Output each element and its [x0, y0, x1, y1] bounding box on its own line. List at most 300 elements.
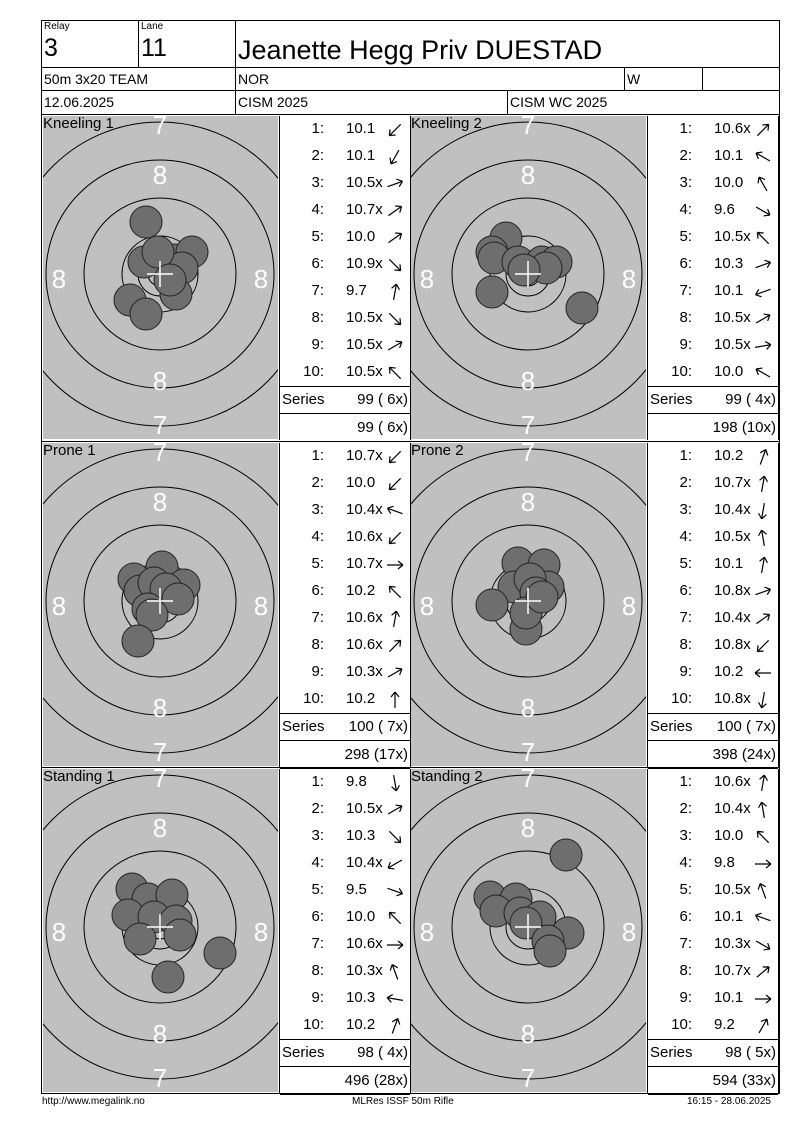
- ring-number: 8: [152, 693, 168, 723]
- shot-hole: [476, 589, 508, 621]
- shot-number: 4:: [311, 854, 324, 871]
- direction-arrow-icon: [754, 855, 772, 873]
- shot-score: 10.7x: [346, 447, 383, 464]
- shot-list: [279, 769, 411, 1093]
- shot-score: 10.5x: [346, 174, 383, 191]
- direction-arrow-icon: [754, 364, 772, 382]
- shot-score: 10.2: [714, 447, 744, 464]
- shot-score: 10.3x: [346, 962, 383, 979]
- running-total: 198 (10x): [712, 419, 776, 436]
- shot-score: 10.8x: [714, 582, 751, 599]
- shot-row: [280, 877, 410, 904]
- shot-score: 10.4x: [346, 501, 383, 518]
- shot-number: 6:: [311, 255, 324, 272]
- shot-number: 8:: [311, 636, 324, 653]
- shot-score: 10.7x: [346, 555, 383, 572]
- target-panel: [43, 443, 278, 766]
- shot-number: 6:: [311, 582, 324, 599]
- shot-score: 10.5x: [346, 309, 383, 326]
- direction-arrow-icon: [386, 664, 404, 682]
- series-score: 98 ( 4x): [357, 1044, 408, 1061]
- series-row: [648, 713, 778, 741]
- shot-score: 10.6x: [346, 636, 383, 653]
- shot-score: 10.4x: [714, 501, 751, 518]
- direction-arrow-icon: [754, 801, 772, 819]
- shot-score: 10.5x: [714, 228, 751, 245]
- target-panel: [43, 769, 278, 1092]
- relay-label: Relay: [44, 21, 70, 32]
- shot-row: [280, 359, 410, 386]
- blank-cell: [703, 68, 780, 91]
- direction-arrow-icon: [754, 583, 772, 601]
- gender: W: [627, 71, 641, 87]
- direction-arrow-icon: [386, 529, 404, 547]
- shot-score: 10.6x: [346, 528, 383, 545]
- target-panel: [411, 116, 646, 439]
- shot-row: [280, 224, 410, 251]
- footer-timestamp: 16:15 - 28.06.2025: [687, 1096, 771, 1107]
- target-face: [411, 116, 646, 439]
- running-total: 298 (17x): [344, 746, 408, 763]
- ring-number: 8: [152, 160, 168, 190]
- ring-number: 8: [51, 591, 67, 621]
- shot-score: 10.5x: [714, 336, 751, 353]
- shot-number: 10:: [671, 363, 692, 380]
- series-score: 98 ( 5x): [725, 1044, 776, 1061]
- direction-arrow-icon: [386, 963, 404, 981]
- ring-number: 8: [51, 264, 67, 294]
- shot-row: [648, 877, 778, 904]
- shot-number: 6:: [679, 255, 692, 272]
- shot-row: [280, 170, 410, 197]
- series-score: 99 ( 6x): [357, 391, 408, 408]
- shot-row: [280, 497, 410, 524]
- shot-number: 9:: [311, 336, 324, 353]
- shot-number: 7:: [679, 282, 692, 299]
- footer-url[interactable]: http://www.megalink.no: [42, 1096, 145, 1107]
- direction-arrow-icon: [754, 664, 772, 682]
- direction-arrow-icon: [754, 691, 772, 709]
- shot-score: 9.8: [346, 773, 367, 790]
- header: [41, 20, 780, 115]
- series-label: Series: [282, 718, 325, 735]
- match: CISM WC 2025: [510, 94, 608, 110]
- shot-score: 10.6x: [346, 609, 383, 626]
- ring-number: 8: [520, 693, 536, 723]
- direction-arrow-icon: [386, 337, 404, 355]
- target-face: [43, 443, 278, 766]
- direction-arrow-icon: [386, 990, 404, 1008]
- shot-row: [280, 524, 410, 551]
- direction-arrow-icon: [386, 774, 404, 792]
- shot-score: 10.1: [346, 147, 376, 164]
- ring-number: 8: [520, 1019, 536, 1049]
- shot-hole: [204, 937, 236, 969]
- shot-number: 10:: [671, 1016, 692, 1033]
- shot-row: [648, 359, 778, 386]
- shot-score: 10.6x: [346, 935, 383, 952]
- frame-right: [779, 115, 780, 1094]
- shot-number: 1:: [679, 120, 692, 137]
- running-total: 594 (33x): [712, 1072, 776, 1089]
- shot-hole: [154, 264, 186, 296]
- competition: CISM 2025: [238, 94, 309, 110]
- series-score: 100 ( 7x): [716, 718, 776, 735]
- shot-score: 10.3x: [346, 663, 383, 680]
- shot-row: [648, 224, 778, 251]
- shot-score: 10.2: [714, 663, 744, 680]
- target-face: [411, 769, 646, 1092]
- shot-score: 10.2: [346, 1016, 376, 1033]
- shot-row: [280, 1012, 410, 1039]
- series-label: Series: [282, 1044, 325, 1061]
- shot-number: 7:: [679, 935, 692, 952]
- shot-row: [280, 850, 410, 877]
- ring-number: 8: [152, 813, 168, 843]
- direction-arrow-icon: [754, 202, 772, 220]
- competition-cell: [236, 91, 508, 115]
- direction-arrow-icon: [754, 1017, 772, 1035]
- shot-hole: [566, 292, 598, 324]
- shot-number: 1:: [311, 773, 324, 790]
- shot-row: [648, 796, 778, 823]
- shot-row: [648, 116, 778, 143]
- shot-number: 3:: [679, 827, 692, 844]
- shot-row: [648, 958, 778, 985]
- shot-row: [280, 904, 410, 931]
- ring-number: 8: [419, 917, 435, 947]
- shot-row: [280, 305, 410, 332]
- direction-arrow-icon: [386, 909, 404, 927]
- shot-row: [280, 251, 410, 278]
- frame-bottom: [41, 1093, 780, 1094]
- total-row: [280, 740, 410, 769]
- shot-score: 9.5: [346, 881, 367, 898]
- shot-score: 10.8x: [714, 636, 751, 653]
- running-total: 398 (24x): [712, 746, 776, 763]
- shot-number: 2:: [679, 147, 692, 164]
- shot-row: [280, 686, 410, 713]
- direction-arrow-icon: [754, 502, 772, 520]
- nation-cell: [236, 68, 625, 91]
- shot-row: [280, 116, 410, 143]
- direction-arrow-icon: [754, 556, 772, 574]
- shot-number: 4:: [311, 201, 324, 218]
- ring-number: 7: [152, 410, 168, 439]
- series-label: Series: [282, 391, 325, 408]
- date-cell: [41, 91, 236, 115]
- shot-number: 1:: [311, 120, 324, 137]
- total-row: [648, 1066, 778, 1095]
- series-row: [280, 1039, 410, 1067]
- shot-number: 1:: [679, 773, 692, 790]
- direction-arrow-icon: [754, 256, 772, 274]
- shot-row: [280, 796, 410, 823]
- frame-left: [41, 115, 42, 1094]
- shot-row: [280, 578, 410, 605]
- ring-number: 8: [621, 917, 637, 947]
- lane-value: 11: [141, 34, 167, 62]
- shot-score: 10.6x: [714, 773, 751, 790]
- direction-arrow-icon: [754, 283, 772, 301]
- shot-number: 3:: [679, 501, 692, 518]
- series-label: Series: [650, 718, 693, 735]
- shot-score: 10.0: [714, 174, 744, 191]
- shot-number: 8:: [679, 636, 692, 653]
- ring-number: 8: [520, 813, 536, 843]
- shot-number: 2:: [311, 474, 324, 491]
- shot-number: 9:: [679, 989, 692, 1006]
- shot-number: 10:: [303, 690, 324, 707]
- shot-row: [280, 278, 410, 305]
- ring-number: 7: [520, 443, 536, 467]
- shot-list: [647, 116, 779, 440]
- direction-arrow-icon: [754, 774, 772, 792]
- shot-row: [648, 1012, 778, 1039]
- direction-arrow-icon: [386, 801, 404, 819]
- shot-number: 1:: [311, 447, 324, 464]
- ring-number: 7: [152, 737, 168, 766]
- direction-arrow-icon: [754, 121, 772, 139]
- shot-number: 2:: [311, 800, 324, 817]
- shot-row: [648, 769, 778, 796]
- shot-number: 2:: [311, 147, 324, 164]
- ring-number: 8: [621, 591, 637, 621]
- shot-number: 8:: [311, 309, 324, 326]
- direction-arrow-icon: [386, 148, 404, 166]
- target-label: Kneeling 1: [43, 116, 114, 132]
- shot-score: 10.7x: [714, 962, 751, 979]
- direction-arrow-icon: [386, 691, 404, 709]
- shot-score: 10.4x: [714, 609, 751, 626]
- total-row: [280, 1066, 410, 1095]
- nation: NOR: [238, 71, 270, 87]
- match-cell: [508, 91, 780, 115]
- shot-row: [648, 578, 778, 605]
- shot-hole: [152, 961, 184, 993]
- shot-score: 10.4x: [714, 800, 751, 817]
- shot-number: 3:: [679, 174, 692, 191]
- shot-number: 2:: [679, 800, 692, 817]
- shot-score: 9.8: [714, 854, 735, 871]
- shot-row: [648, 170, 778, 197]
- shot-number: 9:: [311, 989, 324, 1006]
- ring-number: 8: [621, 264, 637, 294]
- direction-arrow-icon: [386, 882, 404, 900]
- ring-number: 8: [419, 591, 435, 621]
- shot-row: [648, 143, 778, 170]
- shot-row: [648, 985, 778, 1012]
- total-row: [648, 740, 778, 769]
- shot-score: 10.6x: [714, 120, 751, 137]
- shot-number: 9:: [679, 336, 692, 353]
- ring-number: 7: [520, 737, 536, 766]
- direction-arrow-icon: [386, 610, 404, 628]
- shot-list: [647, 443, 779, 767]
- running-total: 496 (28x): [344, 1072, 408, 1089]
- shot-number: 5:: [679, 228, 692, 245]
- shot-hole: [550, 839, 582, 871]
- shot-row: [280, 659, 410, 686]
- shot-number: 3:: [311, 827, 324, 844]
- shot-row: [648, 305, 778, 332]
- shot-number: 2:: [679, 474, 692, 491]
- shot-score: 10.3x: [714, 935, 751, 952]
- shot-row: [280, 958, 410, 985]
- shot-row: [280, 632, 410, 659]
- shot-hole: [122, 625, 154, 657]
- shot-number: 4:: [679, 528, 692, 545]
- ring-number: 8: [152, 366, 168, 396]
- direction-arrow-icon: [386, 121, 404, 139]
- ring-number: 8: [520, 487, 536, 517]
- direction-arrow-icon: [386, 448, 404, 466]
- shot-score: 10.5x: [714, 528, 751, 545]
- shot-score: 9.6: [714, 201, 735, 218]
- athlete-name-cell: [236, 20, 780, 68]
- shot-row: [280, 143, 410, 170]
- target-panel: [411, 443, 646, 766]
- shot-number: 10:: [303, 363, 324, 380]
- shot-row: [648, 605, 778, 632]
- athlete-name: Jeanette Hegg Priv DUESTAD: [238, 35, 603, 65]
- shot-row: [280, 985, 410, 1012]
- shot-row: [648, 332, 778, 359]
- shot-number: 1:: [679, 447, 692, 464]
- shot-score: 9.7: [346, 282, 367, 299]
- shot-row: [648, 632, 778, 659]
- direction-arrow-icon: [386, 202, 404, 220]
- shot-score: 10.0: [346, 908, 376, 925]
- shot-score: 10.2: [346, 582, 376, 599]
- direction-arrow-icon: [754, 936, 772, 954]
- direction-arrow-icon: [386, 310, 404, 328]
- direction-arrow-icon: [386, 175, 404, 193]
- shot-row: [648, 931, 778, 958]
- ring-number: 7: [520, 1063, 536, 1092]
- series-label: Series: [650, 391, 693, 408]
- running-total: 99 ( 6x): [357, 419, 408, 436]
- total-row: [280, 413, 410, 442]
- shot-score: 10.7x: [714, 474, 751, 491]
- shot-score: 10.3: [346, 989, 376, 1006]
- shot-number: 6:: [679, 582, 692, 599]
- ring-number: 8: [520, 160, 536, 190]
- shot-number: 6:: [311, 908, 324, 925]
- ring-number: 7: [520, 410, 536, 439]
- direction-arrow-icon: [754, 882, 772, 900]
- shot-list: [647, 769, 779, 1093]
- shot-list: [279, 116, 411, 440]
- shot-row: [280, 823, 410, 850]
- shot-row: [280, 443, 410, 470]
- direction-arrow-icon: [754, 310, 772, 328]
- shot-number: 7:: [679, 609, 692, 626]
- shot-row: [648, 443, 778, 470]
- shot-list: [279, 443, 411, 767]
- target-label: Prone 2: [411, 443, 464, 459]
- series-row: [648, 1039, 778, 1067]
- shot-score: 10.1: [346, 120, 376, 137]
- event-name: 50m 3x20 TEAM: [44, 71, 149, 87]
- direction-arrow-icon: [754, 148, 772, 166]
- direction-arrow-icon: [386, 283, 404, 301]
- target-label: Prone 1: [43, 443, 96, 459]
- shot-number: 3:: [311, 174, 324, 191]
- ring-number: 8: [520, 366, 536, 396]
- direction-arrow-icon: [386, 1017, 404, 1035]
- direction-arrow-icon: [386, 475, 404, 493]
- direction-arrow-icon: [754, 475, 772, 493]
- target-face: [43, 769, 278, 1092]
- direction-arrow-icon: [386, 229, 404, 247]
- shot-score: 10.2: [346, 690, 376, 707]
- shot-hole: [130, 298, 162, 330]
- shot-hole: [526, 581, 558, 613]
- direction-arrow-icon: [754, 828, 772, 846]
- shot-row: [280, 931, 410, 958]
- shot-row: [280, 551, 410, 578]
- shot-number: 10:: [671, 690, 692, 707]
- lane-cell: [139, 20, 236, 68]
- shot-score: 10.1: [714, 555, 744, 572]
- shot-score: 10.3: [714, 255, 744, 272]
- relay-cell: [41, 20, 139, 68]
- shot-row: [280, 197, 410, 224]
- direction-arrow-icon: [754, 529, 772, 547]
- direction-arrow-icon: [754, 229, 772, 247]
- lane-label: Lane: [141, 21, 164, 32]
- ring-number: 8: [253, 591, 269, 621]
- ring-number: 8: [51, 917, 67, 947]
- shot-number: 8:: [311, 962, 324, 979]
- total-row: [648, 413, 778, 442]
- direction-arrow-icon: [386, 936, 404, 954]
- direction-arrow-icon: [754, 963, 772, 981]
- shot-number: 4:: [311, 528, 324, 545]
- direction-arrow-icon: [386, 502, 404, 520]
- ring-number: 8: [253, 917, 269, 947]
- shot-score: 10.5x: [346, 336, 383, 353]
- ring-number: 8: [152, 1019, 168, 1049]
- row-divider: [41, 767, 780, 768]
- shot-row: [648, 278, 778, 305]
- shot-row: [648, 659, 778, 686]
- direction-arrow-icon: [386, 828, 404, 846]
- direction-arrow-icon: [386, 256, 404, 274]
- shot-row: [648, 524, 778, 551]
- series-score: 100 ( 7x): [348, 718, 408, 735]
- target-label: Standing 1: [43, 769, 115, 785]
- row-divider: [41, 441, 780, 442]
- shot-row: [648, 251, 778, 278]
- ring-number: 7: [520, 116, 536, 140]
- shot-row: [280, 470, 410, 497]
- shot-score: 10.9x: [346, 255, 383, 272]
- shot-hole: [164, 919, 196, 951]
- shot-row: [648, 197, 778, 224]
- shot-number: 5:: [311, 228, 324, 245]
- direction-arrow-icon: [386, 364, 404, 382]
- shot-score: 10.1: [714, 908, 744, 925]
- shot-number: 7:: [311, 609, 324, 626]
- shot-score: 10.5x: [714, 881, 751, 898]
- direction-arrow-icon: [754, 610, 772, 628]
- shot-number: 3:: [311, 501, 324, 518]
- event-cell: [41, 68, 236, 91]
- target-panel: [43, 116, 278, 439]
- shot-score: 10.0: [714, 827, 744, 844]
